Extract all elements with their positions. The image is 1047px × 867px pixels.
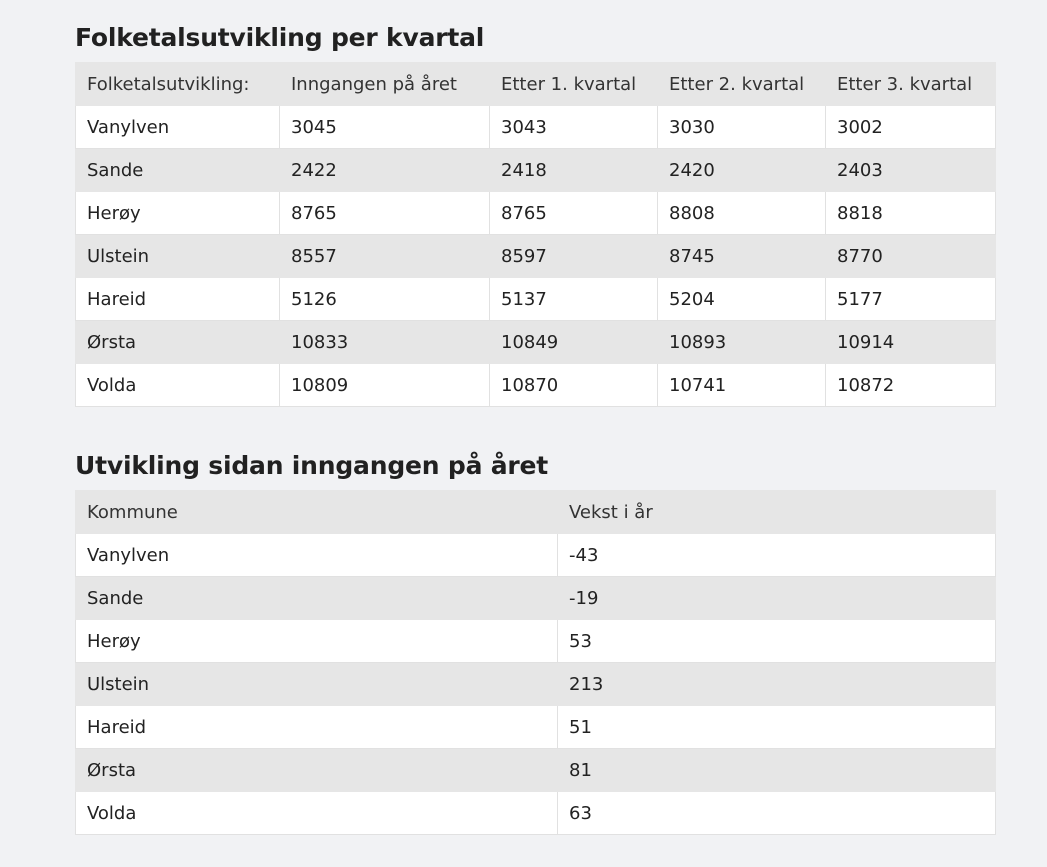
table-row (76, 749, 996, 792)
value-cell: 10849 (490, 321, 658, 364)
table-row (76, 364, 996, 407)
value-cell: 10741 (658, 364, 826, 407)
municipality-cell: Sande (76, 149, 280, 192)
table-row (76, 149, 996, 192)
value-cell: 2403 (826, 149, 996, 192)
value-cell: 5137 (490, 278, 658, 321)
growth-value-cell: 63 (558, 792, 996, 835)
table-row (76, 706, 996, 749)
column-header: Vekst i år (558, 491, 996, 534)
municipality-cell: Hareid (76, 706, 558, 749)
table-row (76, 192, 996, 235)
municipality-cell: Vanylven (76, 106, 280, 149)
municipality-cell: Volda (76, 792, 558, 835)
value-cell: 8597 (490, 235, 658, 278)
growth-value-cell: 53 (558, 620, 996, 663)
table-row (76, 792, 996, 835)
municipality-cell: Volda (76, 364, 280, 407)
municipality-cell: Herøy (76, 192, 280, 235)
column-header: Etter 1. kvartal (490, 63, 658, 106)
table-row (76, 534, 996, 577)
value-cell: 3043 (490, 106, 658, 149)
quarterly-table (75, 62, 996, 407)
growth-value-cell: -19 (558, 577, 996, 620)
value-cell: 10914 (826, 321, 996, 364)
value-cell: 3002 (826, 106, 996, 149)
quarterly-section (75, 18, 995, 407)
column-header: Inngangen på året (280, 63, 490, 106)
table-row (76, 106, 996, 149)
table-header-row (76, 63, 996, 106)
municipality-cell: Vanylven (76, 534, 558, 577)
value-cell: 2418 (490, 149, 658, 192)
growth-value-cell: 213 (558, 663, 996, 706)
growth-value-cell: -43 (558, 534, 996, 577)
value-cell: 8770 (826, 235, 996, 278)
value-cell: 10872 (826, 364, 996, 407)
municipality-cell: Ørsta (76, 321, 280, 364)
value-cell: 5126 (280, 278, 490, 321)
value-cell: 10870 (490, 364, 658, 407)
value-cell: 2420 (658, 149, 826, 192)
quarterly-title: Folketalsutvikling per kvartal (75, 23, 485, 52)
column-header: Kommune (76, 491, 558, 534)
growth-value-cell: 81 (558, 749, 996, 792)
value-cell: 8745 (658, 235, 826, 278)
table-row (76, 663, 996, 706)
table-row (76, 235, 996, 278)
value-cell: 8808 (658, 192, 826, 235)
value-cell: 8765 (490, 192, 658, 235)
municipality-cell: Ørsta (76, 749, 558, 792)
value-cell: 5204 (658, 278, 826, 321)
column-header: Etter 2. kvartal (658, 63, 826, 106)
column-header: Folketalsutvikling: (76, 63, 280, 106)
value-cell: 3045 (280, 106, 490, 149)
growth-table (75, 490, 996, 835)
value-cell: 8765 (280, 192, 490, 235)
growth-value-cell: 51 (558, 706, 996, 749)
table-header-row (76, 491, 996, 534)
value-cell: 10893 (658, 321, 826, 364)
value-cell: 5177 (826, 278, 996, 321)
table-row (76, 577, 996, 620)
value-cell: 3030 (658, 106, 826, 149)
value-cell: 10833 (280, 321, 490, 364)
municipality-cell: Herøy (76, 620, 558, 663)
municipality-cell: Ulstein (76, 663, 558, 706)
value-cell: 8818 (826, 192, 996, 235)
table-row (76, 278, 996, 321)
municipality-cell: Sande (76, 577, 558, 620)
value-cell: 2422 (280, 149, 490, 192)
value-cell: 10809 (280, 364, 490, 407)
column-header: Etter 3. kvartal (826, 63, 996, 106)
table-row (76, 321, 996, 364)
table-row (76, 620, 996, 663)
growth-section (75, 446, 995, 835)
municipality-cell: Ulstein (76, 235, 280, 278)
growth-title: Utvikling sidan inngangen på året (75, 451, 549, 480)
municipality-cell: Hareid (76, 278, 280, 321)
value-cell: 8557 (280, 235, 490, 278)
